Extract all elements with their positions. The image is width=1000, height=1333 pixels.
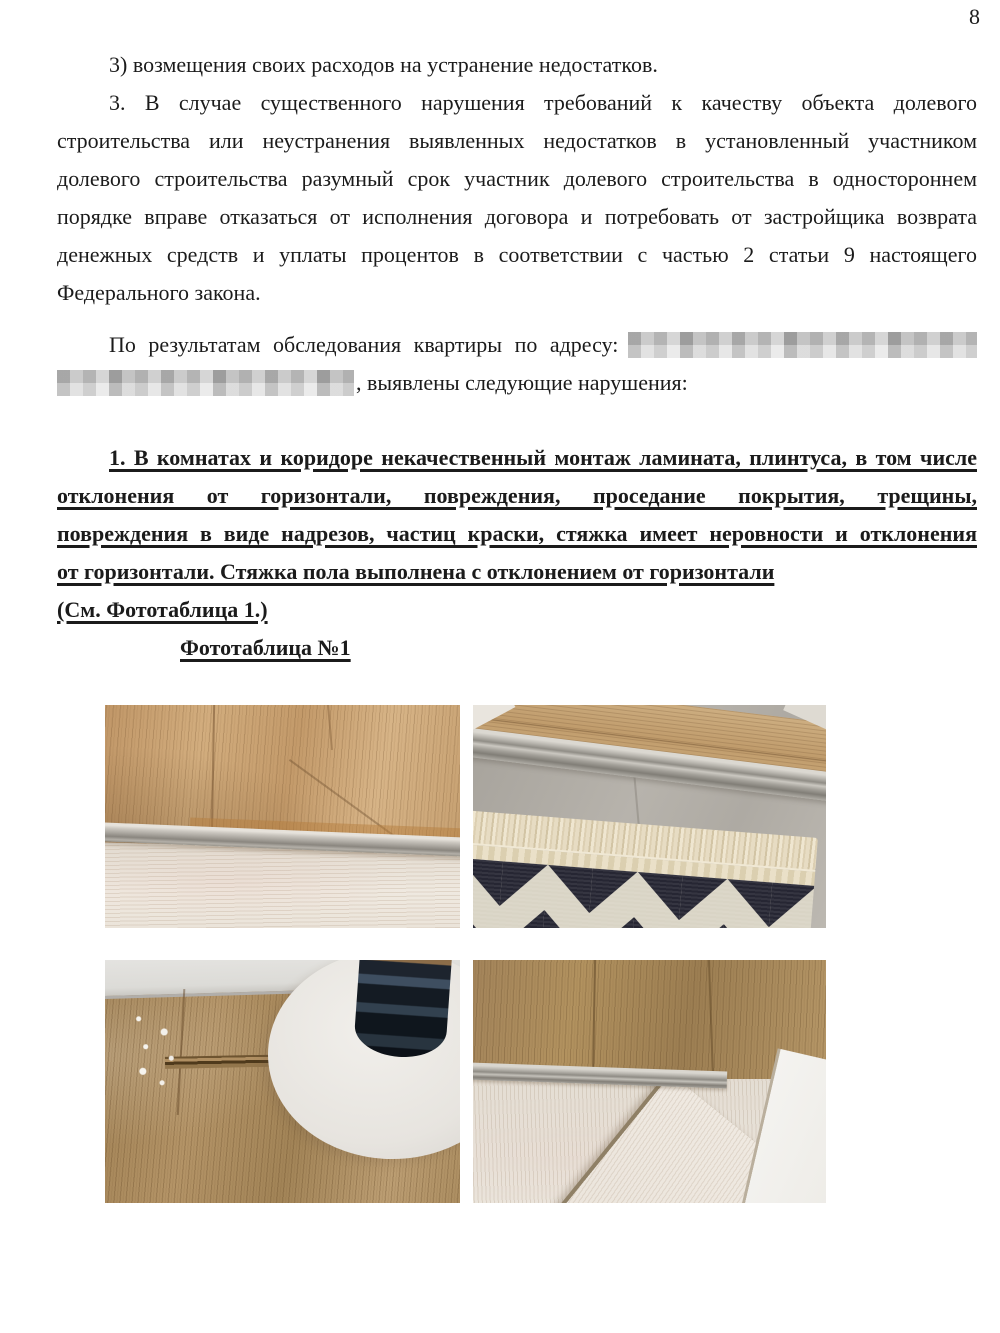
paragraph-item3: 3) возмещения своих расходов на устранение недостатков.: [109, 52, 658, 77]
photo-grid: [105, 705, 826, 1203]
photo3-dark-pipe: [353, 960, 453, 1060]
paragraph3-line: порядке вправе отказаться от исполнения договора и потребовать от застройщика возврата: [57, 204, 977, 229]
redacted-address-part-1: [628, 332, 977, 358]
defect1-line: от горизонтали. Стяжка пола выполнена с отклонением от горизонтали: [57, 559, 775, 584]
survey-text-suffix: , выявлены следующие нарушения:: [356, 370, 688, 395]
paragraph3-line: 3. В случае существенного нарушения требований к качеству объекта долевого: [109, 90, 977, 115]
photo-laminate-threshold: [105, 705, 460, 928]
survey-line-1: [57, 326, 977, 364]
photo-laminate-gap: [105, 960, 460, 1203]
defect1-line: повреждения в виде надрезов, частиц краски, стяжка имеет неровности и отклонения: [57, 521, 977, 546]
phototable-title: Фототаблица №1: [180, 635, 351, 660]
survey-line-2: [57, 364, 977, 402]
redacted-address-part-2: [57, 370, 354, 396]
photo-rug-threshold: [473, 705, 826, 928]
defect1-line: (См. Фототаблица 1.): [57, 597, 268, 622]
defect1-line: отклонения от горизонтали, повреждения, проседание покрытия, трещины,: [57, 483, 977, 508]
photo1-light-floor: [105, 845, 460, 928]
photo3-paint-specks: [123, 1009, 194, 1092]
paragraph3-line: денежных средств и уплаты процентов в соответствии с частью 2 статьи 9 настоящего: [57, 242, 977, 267]
paragraph3-line: Федерального закона.: [57, 280, 261, 305]
page-number: 8: [969, 4, 980, 29]
survey-text: По результатам обследования квартиры по адресу:: [109, 332, 619, 357]
photo-floor-junction: [473, 960, 826, 1203]
defect1-line: 1. В комнатах и коридоре некачественный монтаж ламината, плинтуса, в том числе: [109, 445, 977, 470]
text-area: [57, 46, 977, 667]
paragraph3-line: строительства или неустранения выявленных недостатков в установленный участником: [57, 128, 977, 153]
paragraph3-line: долевого строительства разумный срок участник долевого строительства в одностороннем: [57, 166, 977, 191]
